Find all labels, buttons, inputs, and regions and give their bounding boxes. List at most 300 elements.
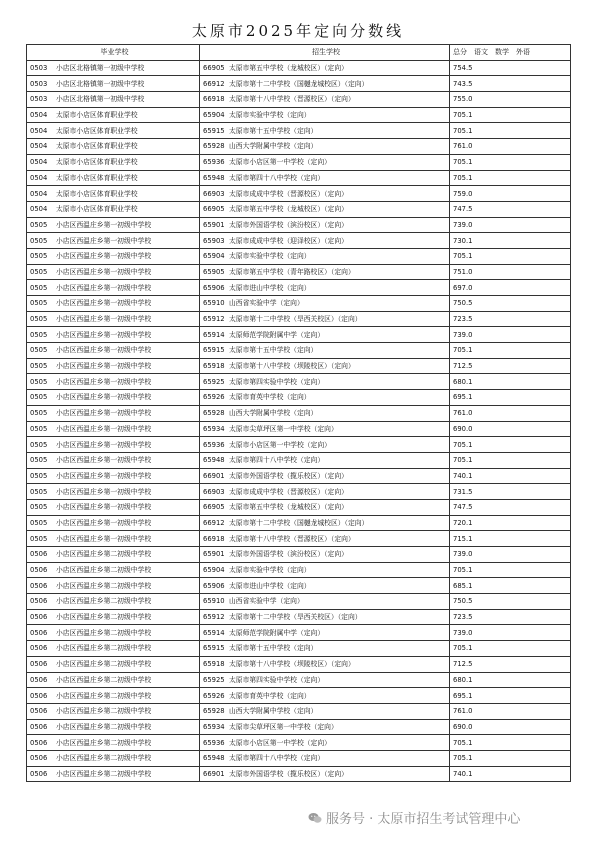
cell-score-total: 739.0 xyxy=(450,547,571,563)
cell-score-total: 705.1 xyxy=(450,452,571,468)
cell-score-total: 750.5 xyxy=(450,296,571,312)
cell-school-to xyxy=(200,248,450,264)
cell-school-from xyxy=(27,515,200,531)
school-from-code: 0506 xyxy=(30,769,48,778)
table-row xyxy=(27,327,571,343)
cell-score-total: 720.1 xyxy=(450,515,571,531)
cell-score-total: 761.0 xyxy=(450,139,571,155)
school-to-name: 太原市第四实验中学校（定向） xyxy=(229,377,325,386)
school-from-name: 小店区西温庄乡第一初级中学校 xyxy=(56,267,152,276)
cell-score-total: 705.1 xyxy=(450,735,571,751)
school-from-code: 0505 xyxy=(30,393,48,402)
school-to-name: 山西大学附属中学校（定向） xyxy=(229,142,318,151)
school-from-name: 太原市小店区体育职业学校 xyxy=(56,126,138,135)
school-from-name: 小店区北格镇第一初级中学校 xyxy=(56,95,145,104)
school-to-name: 山西大学附属中学校（定向） xyxy=(229,409,318,418)
school-to-code: 65906 xyxy=(203,581,225,590)
table-row xyxy=(27,296,571,312)
school-to-code: 66901 xyxy=(203,769,225,778)
cell-school-from xyxy=(27,452,200,468)
cell-score-total: 705.1 xyxy=(450,641,571,657)
school-to-name: 太原市外国语学校（滨汾校区）（定向） xyxy=(229,220,348,229)
table-row xyxy=(27,92,571,108)
school-from-code: 0505 xyxy=(30,315,48,324)
school-from-code: 0505 xyxy=(30,220,48,229)
table-row xyxy=(27,421,571,437)
cell-school-to xyxy=(200,641,450,657)
school-from-code: 0506 xyxy=(30,550,48,559)
school-from-code: 0505 xyxy=(30,518,48,527)
cell-school-to xyxy=(200,531,450,547)
school-from-name: 小店区西温庄乡第二初级中学校 xyxy=(56,754,152,763)
school-to-code: 66905 xyxy=(203,205,225,214)
school-from-name: 小店区西温庄乡第一初级中学校 xyxy=(56,534,152,543)
school-from-name: 太原市小店区体育职业学校 xyxy=(56,158,138,167)
school-to-name: 太原市小店区第一中学校（定向） xyxy=(229,158,331,167)
table-row xyxy=(27,233,571,249)
school-to-code: 65904 xyxy=(203,111,225,120)
cell-school-from xyxy=(27,750,200,766)
cell-school-to xyxy=(200,154,450,170)
cell-school-to xyxy=(200,186,450,202)
cell-school-from xyxy=(27,201,200,217)
school-to-code: 65901 xyxy=(203,550,225,559)
cell-school-from xyxy=(27,499,200,515)
cell-school-from xyxy=(27,217,200,233)
cell-school-to xyxy=(200,201,450,217)
table-row xyxy=(27,311,571,327)
school-from-name: 小店区西温庄乡第二初级中学校 xyxy=(56,769,152,778)
cell-score-total: 747.5 xyxy=(450,499,571,515)
cell-school-to xyxy=(200,296,450,312)
school-to-code: 65904 xyxy=(203,566,225,575)
cell-school-to xyxy=(200,750,450,766)
school-to-code: 65915 xyxy=(203,126,225,135)
wechat-icon xyxy=(308,812,322,824)
table-row xyxy=(27,170,571,186)
school-from-code: 0506 xyxy=(30,613,48,622)
school-to-code: 65918 xyxy=(203,362,225,371)
cell-school-from xyxy=(27,296,200,312)
cell-score-total: 759.0 xyxy=(450,186,571,202)
table-body xyxy=(27,60,571,782)
cell-score-total: 740.1 xyxy=(450,468,571,484)
school-to-code: 65903 xyxy=(203,236,225,245)
cell-school-to xyxy=(200,515,450,531)
cell-school-to xyxy=(200,280,450,296)
school-to-name: 太原市进山中学校（定向） xyxy=(229,283,311,292)
school-to-name: 太原市第四十八中学校（定向） xyxy=(229,754,325,763)
table-row xyxy=(27,139,571,155)
school-from-name: 小店区西温庄乡第一初级中学校 xyxy=(56,440,152,449)
cell-score-total: 705.1 xyxy=(450,343,571,359)
cell-school-from xyxy=(27,656,200,672)
school-from-name: 小店区西温庄乡第一初级中学校 xyxy=(56,518,152,527)
table-row xyxy=(27,656,571,672)
cell-score-total: 705.1 xyxy=(450,123,571,139)
school-to-name: 太原市第十二中学校（国樾龙城校区）（定向） xyxy=(229,518,369,527)
school-from-name: 小店区西温庄乡第一初级中学校 xyxy=(56,471,152,480)
watermark-text: 服务号 · 太原市招生考试管理中心 xyxy=(326,812,521,827)
school-from-name: 小店区西温庄乡第一初级中学校 xyxy=(56,236,152,245)
table-row xyxy=(27,280,571,296)
school-to-name: 太原市第十八中学校（晋源校区）（定向） xyxy=(229,95,355,104)
cell-school-from xyxy=(27,139,200,155)
cell-school-to xyxy=(200,60,450,76)
table-row xyxy=(27,594,571,610)
school-to-name: 太原市尖草坪区第一中学校（定向） xyxy=(229,424,338,433)
cell-school-from xyxy=(27,327,200,343)
cell-school-to xyxy=(200,76,450,92)
cell-school-to xyxy=(200,452,450,468)
table-row xyxy=(27,390,571,406)
school-to-code: 65912 xyxy=(203,315,225,324)
table-row xyxy=(27,672,571,688)
cell-score-total: 723.5 xyxy=(450,311,571,327)
cell-score-total: 739.0 xyxy=(450,625,571,641)
school-to-name: 太原师范学院附属中学（定向） xyxy=(229,628,325,637)
school-from-code: 0506 xyxy=(30,581,48,590)
school-from-name: 小店区西温庄乡第一初级中学校 xyxy=(56,487,152,496)
school-to-name: 太原市育英中学校（定向） xyxy=(229,691,311,700)
school-from-name: 小店区西温庄乡第二初级中学校 xyxy=(56,628,152,637)
cell-school-to xyxy=(200,374,450,390)
cell-school-from xyxy=(27,688,200,704)
table-row xyxy=(27,248,571,264)
school-from-name: 太原市小店区体育职业学校 xyxy=(56,173,138,182)
cell-school-to xyxy=(200,547,450,563)
school-from-code: 0504 xyxy=(30,189,48,198)
school-to-code: 65912 xyxy=(203,613,225,622)
cell-school-from xyxy=(27,358,200,374)
cell-score-total: 739.0 xyxy=(450,217,571,233)
school-to-name: 太原市实验中学校（定向） xyxy=(229,252,311,261)
cell-school-to xyxy=(200,217,450,233)
school-from-name: 小店区西温庄乡第二初级中学校 xyxy=(56,644,152,653)
cell-school-to xyxy=(200,609,450,625)
school-to-code: 65926 xyxy=(203,393,225,402)
cell-score-total: 740.1 xyxy=(450,766,571,782)
school-to-code: 65918 xyxy=(203,660,225,669)
school-to-name: 太原市外国语学校（揽乐校区）（定向） xyxy=(229,471,348,480)
school-from-name: 小店区西温庄乡第一初级中学校 xyxy=(56,362,152,371)
school-to-code: 65914 xyxy=(203,330,225,339)
school-to-code: 65928 xyxy=(203,707,225,716)
school-to-code: 65915 xyxy=(203,346,225,355)
cell-school-to xyxy=(200,343,450,359)
cell-school-to xyxy=(200,92,450,108)
table-row xyxy=(27,562,571,578)
school-from-name: 小店区西温庄乡第一初级中学校 xyxy=(56,330,152,339)
school-to-name: 太原市第十八中学校（坝陵校区）（定向） xyxy=(229,660,355,669)
school-from-name: 小店区西温庄乡第二初级中学校 xyxy=(56,707,152,716)
cell-score-total: 695.1 xyxy=(450,390,571,406)
cell-score-total: 705.1 xyxy=(450,437,571,453)
cell-school-from xyxy=(27,280,200,296)
school-to-code: 66905 xyxy=(203,503,225,512)
score-table xyxy=(26,44,571,782)
cell-score-total: 761.0 xyxy=(450,405,571,421)
cell-score-total: 730.1 xyxy=(450,233,571,249)
school-from-name: 小店区西温庄乡第二初级中学校 xyxy=(56,738,152,747)
cell-school-from xyxy=(27,92,200,108)
school-from-code: 0504 xyxy=(30,126,48,135)
cell-school-to xyxy=(200,264,450,280)
school-from-name: 小店区西温庄乡第二初级中学校 xyxy=(56,691,152,700)
cell-school-from xyxy=(27,233,200,249)
school-to-code: 66912 xyxy=(203,79,225,88)
cell-school-from xyxy=(27,594,200,610)
school-to-name: 太原市第四十八中学校（定向） xyxy=(229,456,325,465)
school-from-name: 小店区西温庄乡第一初级中学校 xyxy=(56,252,152,261)
cell-school-to xyxy=(200,766,450,782)
table-row xyxy=(27,186,571,202)
school-from-name: 太原市小店区体育职业学校 xyxy=(56,189,138,198)
cell-school-from xyxy=(27,562,200,578)
school-from-name: 太原市小店区体育职业学校 xyxy=(56,111,138,120)
table-row xyxy=(27,437,571,453)
school-from-code: 0506 xyxy=(30,566,48,575)
school-from-code: 0505 xyxy=(30,362,48,371)
school-from-name: 小店区西温庄乡第一初级中学校 xyxy=(56,315,152,324)
cell-score-total: 761.0 xyxy=(450,703,571,719)
table-row xyxy=(27,578,571,594)
school-to-code: 66918 xyxy=(203,95,225,104)
school-from-name: 小店区西温庄乡第二初级中学校 xyxy=(56,550,152,559)
cell-score-total: 731.5 xyxy=(450,484,571,500)
cell-school-from xyxy=(27,421,200,437)
cell-school-to xyxy=(200,327,450,343)
cell-score-total: 705.1 xyxy=(450,170,571,186)
school-to-code: 66905 xyxy=(203,64,225,73)
cell-school-to xyxy=(200,594,450,610)
cell-school-to xyxy=(200,625,450,641)
cell-school-to xyxy=(200,688,450,704)
school-from-code: 0503 xyxy=(30,64,48,73)
cell-school-to xyxy=(200,703,450,719)
school-to-code: 65914 xyxy=(203,628,225,637)
school-from-code: 0504 xyxy=(30,205,48,214)
cell-school-to xyxy=(200,578,450,594)
school-from-name: 小店区西温庄乡第二初级中学校 xyxy=(56,675,152,684)
cell-school-to xyxy=(200,656,450,672)
cell-school-to xyxy=(200,484,450,500)
school-to-name: 太原市第十五中学校（定向） xyxy=(229,644,318,653)
table-row xyxy=(27,735,571,751)
school-to-name: 太原市第十二中学校（旱西关校区）（定向） xyxy=(229,613,362,622)
school-to-name: 太原市第十五中学校（定向） xyxy=(229,346,318,355)
school-from-name: 小店区西温庄乡第一初级中学校 xyxy=(56,393,152,402)
table-row xyxy=(27,343,571,359)
school-to-name: 太原市第十五中学校（定向） xyxy=(229,126,318,135)
cell-score-total: 743.5 xyxy=(450,76,571,92)
cell-school-from xyxy=(27,405,200,421)
table-row xyxy=(27,468,571,484)
cell-school-from xyxy=(27,154,200,170)
cell-school-from xyxy=(27,703,200,719)
table-row xyxy=(27,750,571,766)
table-row xyxy=(27,264,571,280)
cell-school-from xyxy=(27,60,200,76)
watermark xyxy=(308,808,520,827)
school-to-name: 山西大学附属中学校（定向） xyxy=(229,707,318,716)
school-to-code: 66912 xyxy=(203,518,225,527)
table-row xyxy=(27,547,571,563)
cell-school-to xyxy=(200,233,450,249)
cell-school-to xyxy=(200,562,450,578)
school-to-code: 65926 xyxy=(203,691,225,700)
table-row xyxy=(27,217,571,233)
school-from-code: 0506 xyxy=(30,628,48,637)
school-to-code: 66901 xyxy=(203,471,225,480)
cell-school-from xyxy=(27,186,200,202)
table-row xyxy=(27,107,571,123)
school-to-name: 太原市第四实验中学校（定向） xyxy=(229,675,325,684)
school-to-name: 太原市育英中学校（定向） xyxy=(229,393,311,402)
school-from-code: 0506 xyxy=(30,675,48,684)
school-from-code: 0504 xyxy=(30,158,48,167)
cell-school-from xyxy=(27,107,200,123)
cell-score-total: 690.0 xyxy=(450,421,571,437)
school-from-code: 0505 xyxy=(30,409,48,418)
school-from-name: 小店区西温庄乡第一初级中学校 xyxy=(56,299,152,308)
cell-school-from xyxy=(27,547,200,563)
school-to-name: 太原市成成中学校（晋源校区）（定向） xyxy=(229,487,348,496)
school-from-code: 0506 xyxy=(30,738,48,747)
school-to-name: 太原市第四十八中学校（定向） xyxy=(229,173,325,182)
cell-school-from xyxy=(27,609,200,625)
table-row xyxy=(27,60,571,76)
cell-school-from xyxy=(27,641,200,657)
cell-school-from xyxy=(27,672,200,688)
school-from-name: 小店区西温庄乡第一初级中学校 xyxy=(56,503,152,512)
school-to-name: 山西省实验中学（定向） xyxy=(229,299,304,308)
table-row xyxy=(27,154,571,170)
school-to-code: 65928 xyxy=(203,142,225,151)
school-from-code: 0505 xyxy=(30,330,48,339)
cell-school-to xyxy=(200,170,450,186)
table-row xyxy=(27,703,571,719)
school-to-code: 65910 xyxy=(203,299,225,308)
school-from-code: 0505 xyxy=(30,377,48,386)
cell-score-total: 705.1 xyxy=(450,154,571,170)
school-from-name: 小店区西温庄乡第二初级中学校 xyxy=(56,613,152,622)
school-to-code: 65905 xyxy=(203,267,225,276)
school-from-name: 小店区西温庄乡第一初级中学校 xyxy=(56,283,152,292)
school-from-name: 小店区西温庄乡第二初级中学校 xyxy=(56,566,152,575)
cell-school-to xyxy=(200,735,450,751)
school-from-code: 0506 xyxy=(30,660,48,669)
school-from-name: 小店区西温庄乡第一初级中学校 xyxy=(56,409,152,418)
header-scores: 总分 语文 数学 外语 xyxy=(450,45,571,61)
school-to-code: 65904 xyxy=(203,252,225,261)
table-row xyxy=(27,499,571,515)
cell-score-total: 739.0 xyxy=(450,327,571,343)
table-row xyxy=(27,719,571,735)
cell-school-to xyxy=(200,421,450,437)
cell-school-to xyxy=(200,672,450,688)
school-from-code: 0506 xyxy=(30,644,48,653)
school-to-name: 太原市第五中学校（龙城校区）（定向） xyxy=(229,64,348,73)
cell-school-from xyxy=(27,719,200,735)
school-from-code: 0505 xyxy=(30,236,48,245)
table-row xyxy=(27,452,571,468)
cell-school-to xyxy=(200,468,450,484)
school-to-name: 山西省实验中学（定向） xyxy=(229,597,304,606)
school-to-name: 太原师范学院附属中学（定向） xyxy=(229,330,325,339)
school-from-name: 小店区西温庄乡第一初级中学校 xyxy=(56,377,152,386)
school-to-name: 太原市第十二中学校（旱西关校区）（定向） xyxy=(229,315,362,324)
header-school-from: 毕业学校 xyxy=(27,45,200,61)
school-to-code: 65901 xyxy=(203,220,225,229)
school-from-name: 小店区西温庄乡第二初级中学校 xyxy=(56,597,152,606)
school-to-code: 65934 xyxy=(203,424,225,433)
school-from-code: 0505 xyxy=(30,456,48,465)
table-header-row xyxy=(27,45,571,61)
school-from-code: 0505 xyxy=(30,440,48,449)
cell-score-total: 685.1 xyxy=(450,578,571,594)
table-row xyxy=(27,123,571,139)
page-title: 太原市2025年定向分数线 xyxy=(191,22,405,40)
cell-score-total: 695.1 xyxy=(450,688,571,704)
school-to-code: 65928 xyxy=(203,409,225,418)
cell-school-from xyxy=(27,484,200,500)
table-row xyxy=(27,201,571,217)
school-from-name: 小店区西温庄乡第二初级中学校 xyxy=(56,660,152,669)
cell-school-to xyxy=(200,405,450,421)
school-from-name: 小店区西温庄乡第一初级中学校 xyxy=(56,456,152,465)
school-from-code: 0503 xyxy=(30,95,48,104)
cell-score-total: 747.5 xyxy=(450,201,571,217)
cell-school-from xyxy=(27,766,200,782)
cell-school-from xyxy=(27,248,200,264)
cell-score-total: 755.0 xyxy=(450,92,571,108)
cell-school-to xyxy=(200,311,450,327)
table-row xyxy=(27,358,571,374)
school-to-code: 66918 xyxy=(203,534,225,543)
school-from-code: 0505 xyxy=(30,346,48,355)
school-to-code: 66903 xyxy=(203,189,225,198)
school-to-code: 65910 xyxy=(203,597,225,606)
school-to-code: 65936 xyxy=(203,738,225,747)
school-to-name: 太原市成成中学校（迎泽校区）（定向） xyxy=(229,236,348,245)
school-from-code: 0505 xyxy=(30,534,48,543)
school-to-code: 65925 xyxy=(203,377,225,386)
school-from-code: 0505 xyxy=(30,299,48,308)
school-from-code: 0504 xyxy=(30,111,48,120)
cell-school-from xyxy=(27,437,200,453)
school-from-code: 0505 xyxy=(30,487,48,496)
cell-school-from xyxy=(27,625,200,641)
school-to-code: 66903 xyxy=(203,487,225,496)
cell-school-to xyxy=(200,107,450,123)
table-row xyxy=(27,405,571,421)
cell-school-from xyxy=(27,343,200,359)
cell-score-total: 705.1 xyxy=(450,248,571,264)
school-to-name: 太原市小店区第一中学校（定向） xyxy=(229,738,331,747)
school-from-name: 太原市小店区体育职业学校 xyxy=(56,142,138,151)
school-to-name: 太原市外国语学校（揽乐校区）（定向） xyxy=(229,769,348,778)
table-row xyxy=(27,641,571,657)
table-row xyxy=(27,515,571,531)
table-row xyxy=(27,609,571,625)
school-from-name: 小店区西温庄乡第一初级中学校 xyxy=(56,424,152,433)
school-to-name: 太原市外国语学校（滨汾校区）（定向） xyxy=(229,550,348,559)
school-from-code: 0506 xyxy=(30,754,48,763)
school-to-name: 太原市尖草坪区第一中学校（定向） xyxy=(229,722,338,731)
cell-school-from xyxy=(27,374,200,390)
cell-school-to xyxy=(200,123,450,139)
